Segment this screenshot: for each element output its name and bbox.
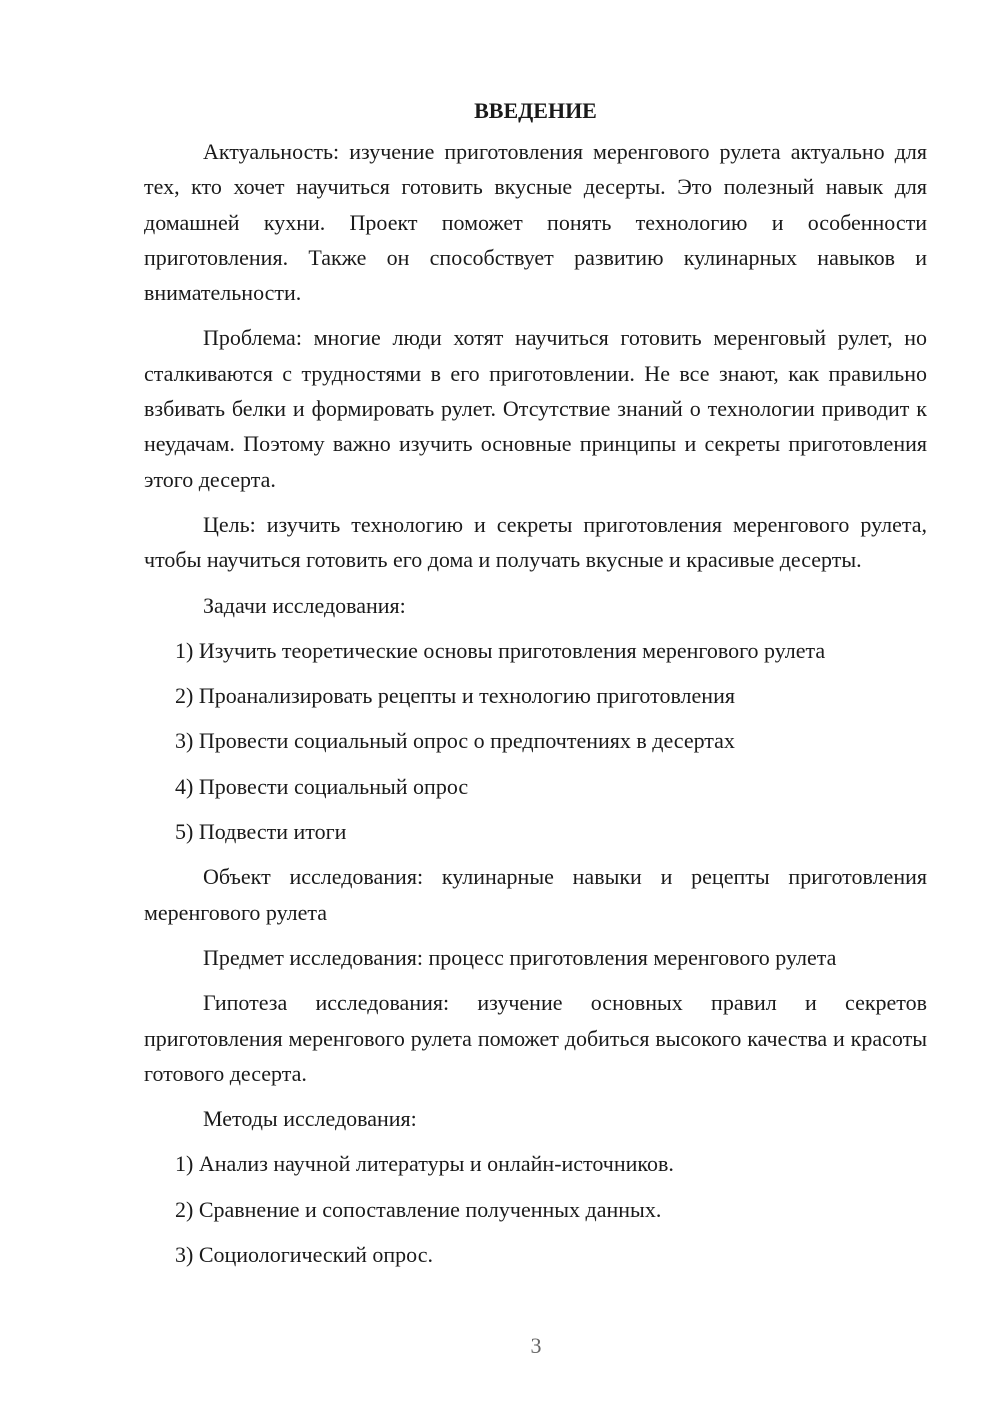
list-item: 3) Провести социальный опрос о предпочтениях в десертах bbox=[175, 728, 735, 754]
page-number: 3 bbox=[530, 1333, 542, 1358]
section-title: ВВЕДЕНИЕ bbox=[474, 98, 597, 123]
methods-list bbox=[144, 1146, 927, 1272]
list-item: 2) Сравнение и сопоставление полученных данных. bbox=[175, 1196, 662, 1222]
tasks-heading: Задачи исследования: bbox=[203, 592, 406, 618]
document-page bbox=[144, 96, 927, 1282]
goal-paragraph: Цель: изучить технологию и секреты приготовления меренгового рулета, чтобы научиться готовить его дома и получать вкусные и красивые десерты. bbox=[144, 511, 927, 573]
tasks-list bbox=[144, 633, 927, 849]
list-item: 3) Социологический опрос. bbox=[175, 1242, 433, 1268]
list-item: 5) Подвести итоги bbox=[175, 819, 347, 845]
list-item: 2) Проанализировать рецепты и технологию приготовления bbox=[175, 683, 735, 709]
methods-heading: Методы исследования: bbox=[203, 1106, 417, 1132]
relevance-paragraph: Актуальность: изучение приготовления меренгового рулета актуально для тех, кто хочет научиться готовить вкусные десерты. Это полезный навык для домашней кухни. Проект поможет понять технологию и особенности приготовления. Также он способствует развитию кулинарных навыков и внимательности. bbox=[144, 139, 927, 306]
list-item: 1) Изучить теоретические основы приготовления меренгового рулета bbox=[175, 637, 826, 663]
problem-paragraph: Проблема: многие люди хотят научиться готовить меренговый рулет, но сталкиваются с трудностями в его приготовлении. Не все знают, как правильно взбивать белки и формировать рулет. Отсутствие знаний о технологии приводит к неудачам. Поэтому важно изучить основные принципы и секреты приготовления этого десерта. bbox=[144, 325, 927, 492]
list-item: 1) Анализ научной литературы и онлайн-источников. bbox=[175, 1151, 674, 1177]
object-paragraph: Объект исследования: кулинарные навыки и рецепты приготовления меренгового рулета bbox=[144, 864, 927, 925]
hypothesis-paragraph: Гипотеза исследования: изучение основных правил и секретов приготовления меренгового рулета поможет добиться высокого качества и красоты готового десерта. bbox=[144, 990, 927, 1086]
list-item: 4) Провести социальный опрос bbox=[175, 773, 469, 799]
subject-paragraph: Предмет исследования: процесс приготовления меренгового рулета bbox=[203, 944, 837, 970]
